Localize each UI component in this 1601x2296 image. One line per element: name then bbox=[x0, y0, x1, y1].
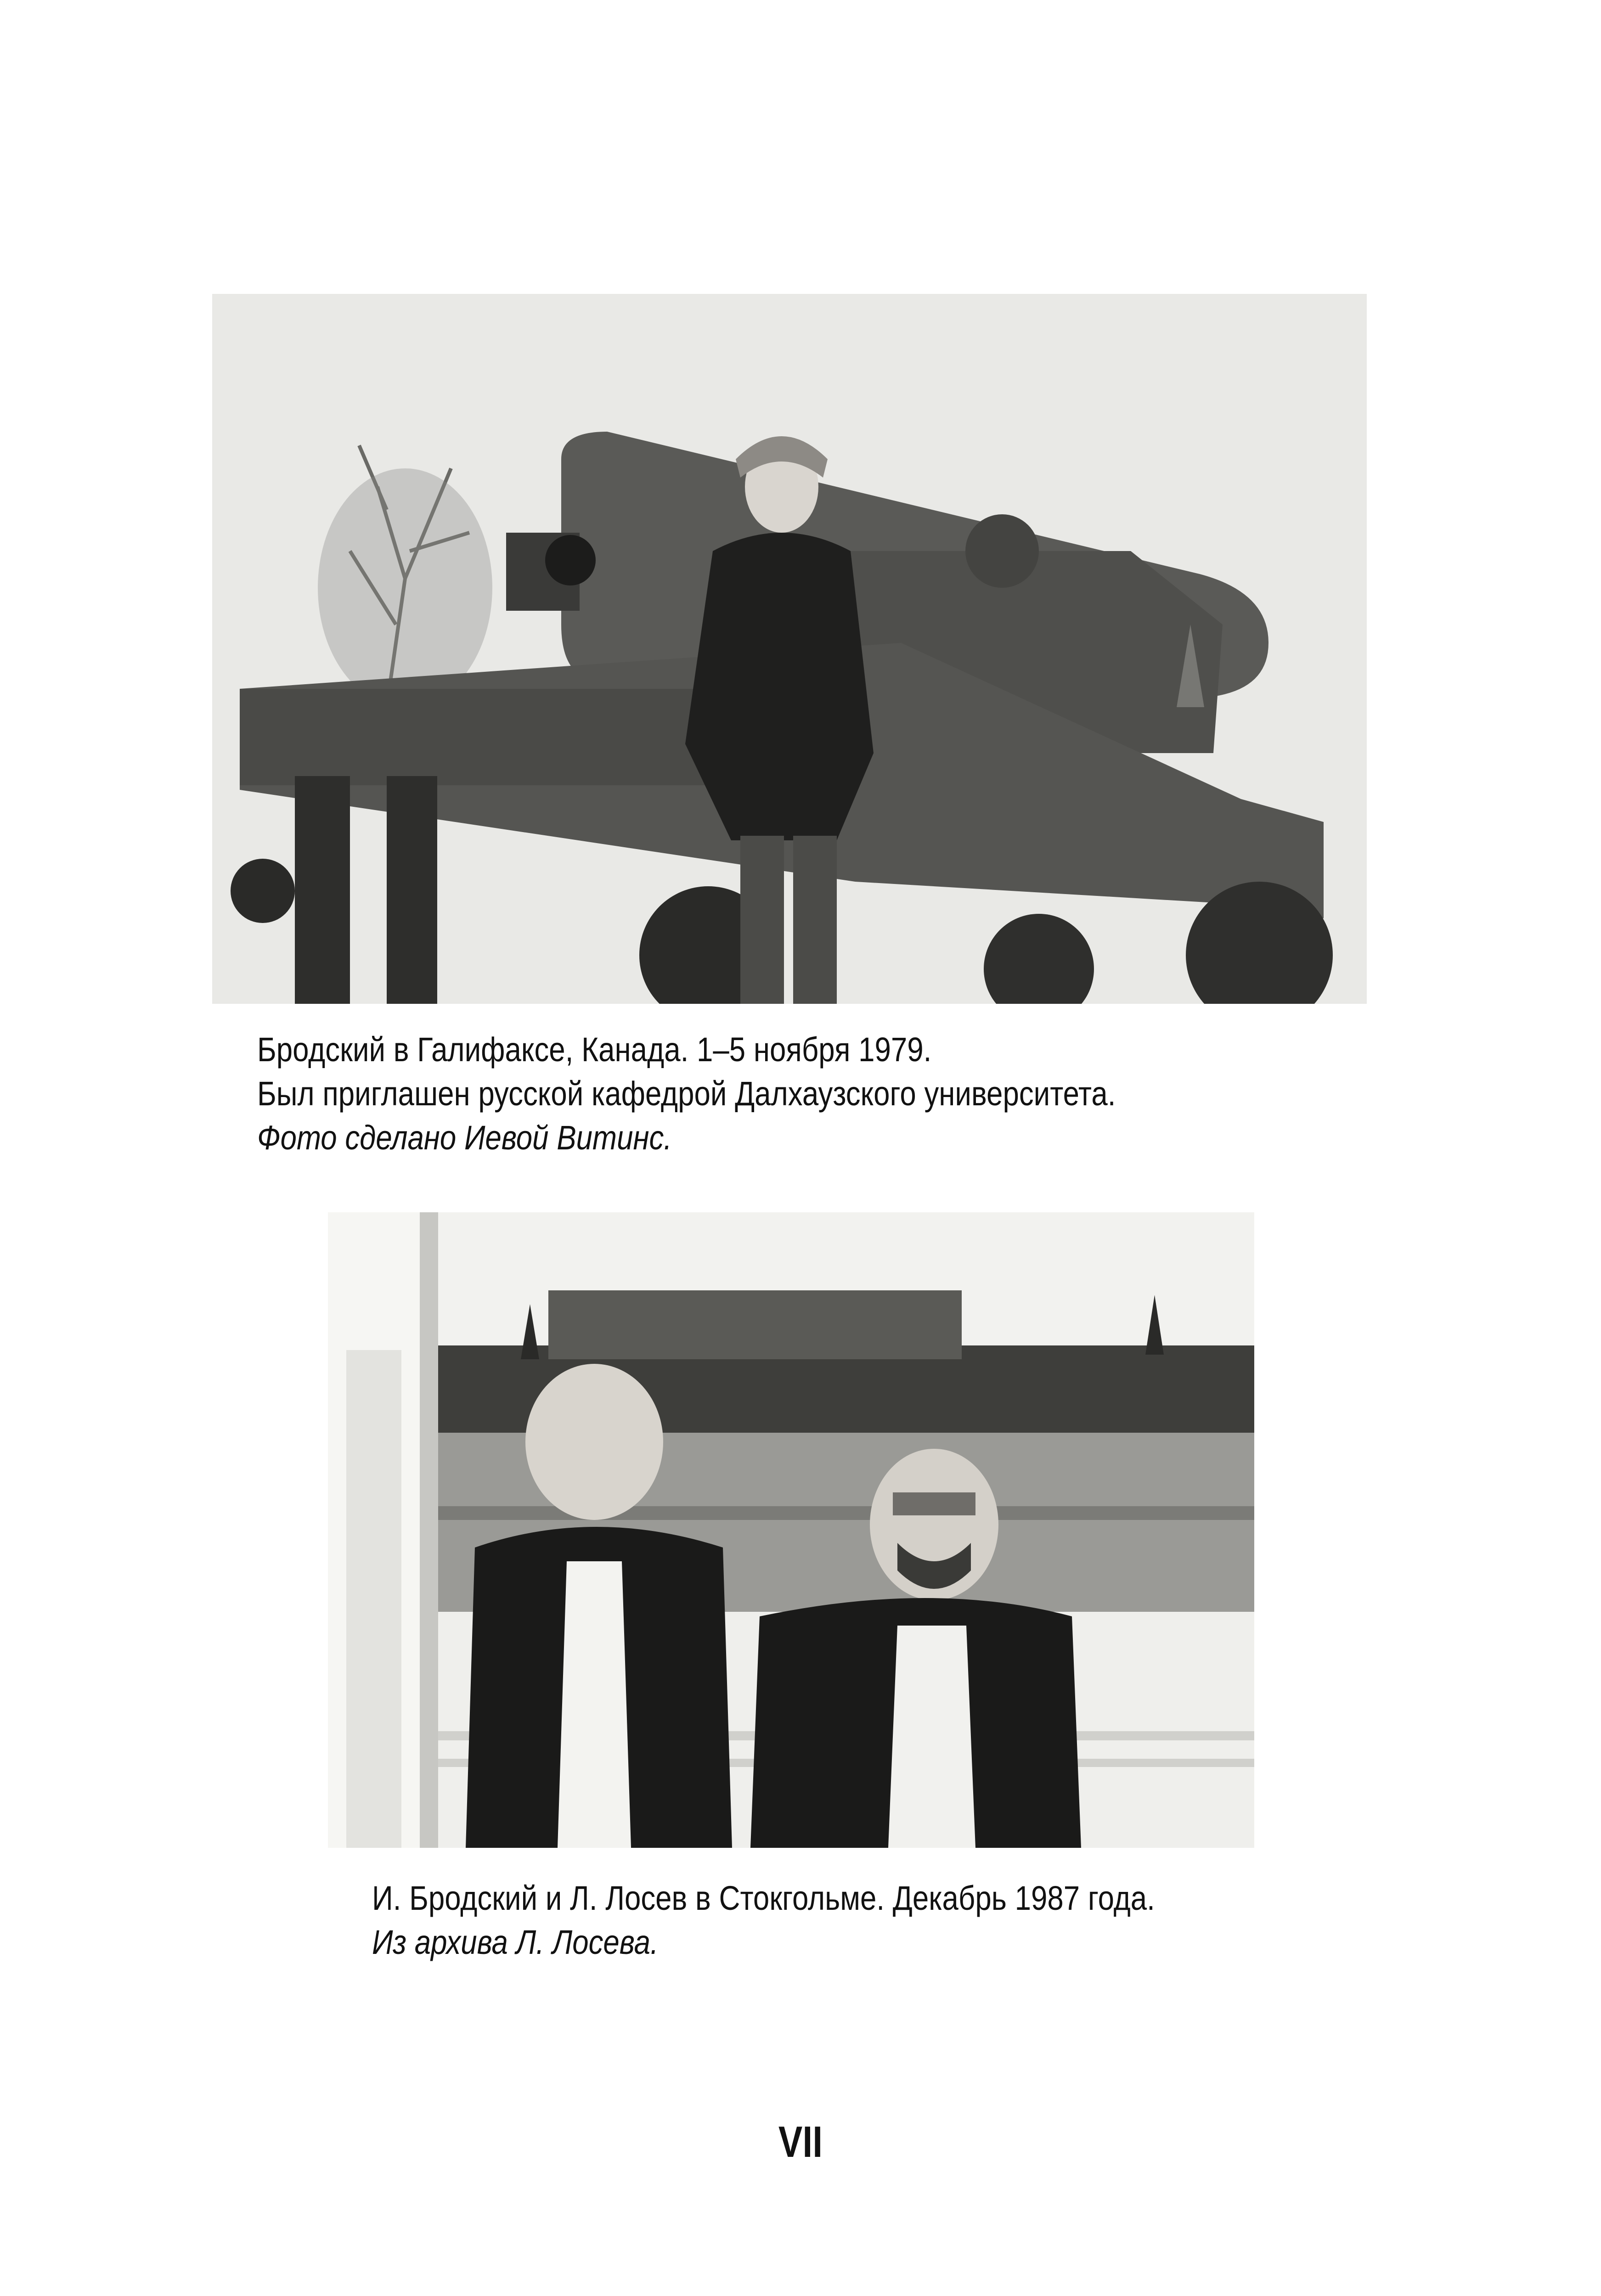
photo-brodsky-cannon-image bbox=[212, 294, 1367, 1004]
caption-photo-2 bbox=[372, 1876, 1155, 1964]
caption-photo-1-line-1: Бродский в Галифаксе, Канада. 1–5 ноября 1979. bbox=[257, 1030, 932, 1069]
caption-photo-2-credit: Из архива Л. Лосева. bbox=[372, 1923, 659, 1961]
caption-photo-2-line-1: И. Бродский и Л. Лосев в Стокгольме. Декабрь 1987 года. bbox=[372, 1879, 1155, 1917]
photo-brodsky-losev-stockholm bbox=[328, 1212, 1254, 1848]
page-number: VII bbox=[778, 2117, 823, 2167]
caption-photo-1 bbox=[257, 1028, 1116, 1160]
photo-brodsky-cannon bbox=[212, 294, 1367, 1004]
caption-photo-1-line-2: Был приглашен русской кафедрой Далхаузского университета. bbox=[257, 1075, 1116, 1113]
caption-photo-1-credit: Фото сделано Иевой Витинс. bbox=[257, 1119, 672, 1157]
photo-brodsky-losev-stockholm-image bbox=[328, 1212, 1254, 1848]
